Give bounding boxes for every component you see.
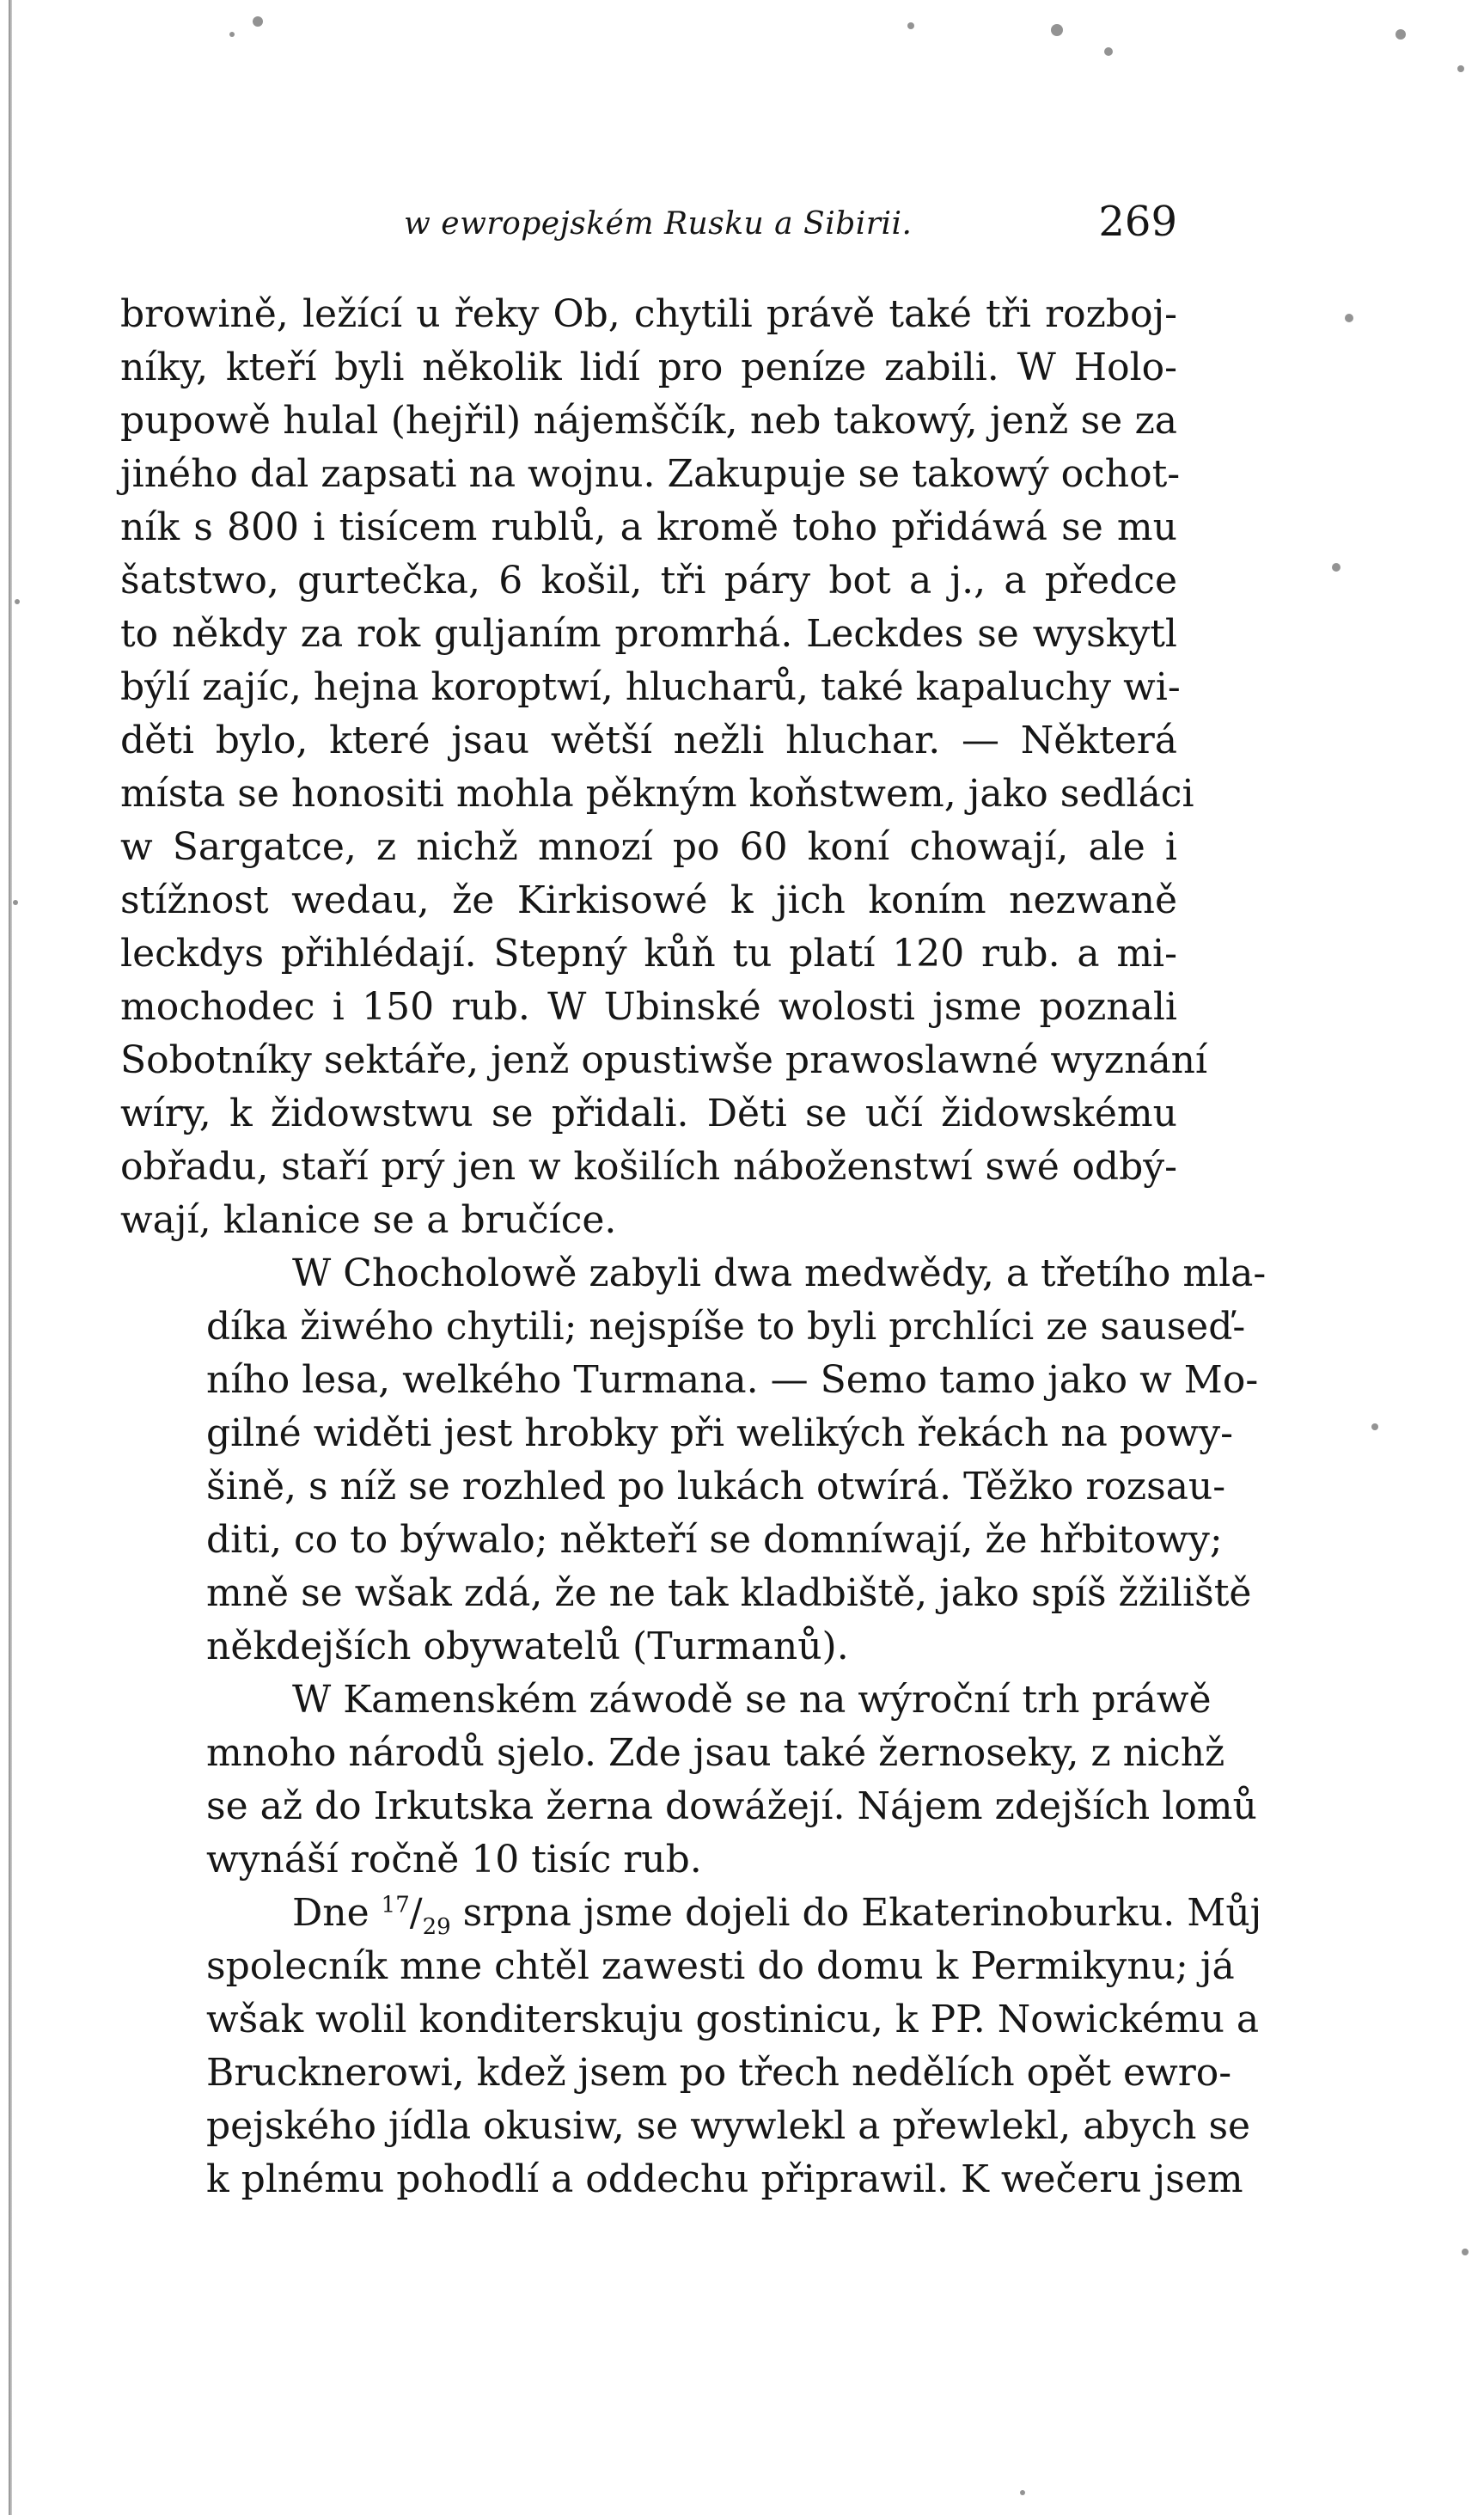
text-line: šatstwo, gurtečka, 6 košil, tři páry bot a j., a předce <box>120 559 1177 603</box>
text-line: děti bylo, které jsau wětší nežli hluchar. — Některá <box>120 719 1177 762</box>
text-line: mochodec i 150 rub. W Ubinské wolosti jsme poznali <box>120 985 1177 1029</box>
text-line: místa se honositi mohla pěkným koňstwem, jako sedláci <box>120 772 1194 816</box>
text-line: Brucknerowi, kdež jsem po třech nedělích opět ewro- <box>206 2051 1232 2095</box>
paragraph <box>120 1887 1262 2206</box>
text-line: někdejších obywatelů (Turmanů). <box>206 1625 849 1668</box>
text-fragment: Dne <box>292 1891 369 1935</box>
text-line: šině, s níž se rozhled po lukách otwírá. Těžko rozsau- <box>206 1465 1226 1508</box>
text-line: se až do Irkutska žerna dowážejí. Nájem zdejších lomů <box>206 1784 1257 1828</box>
text-line: Sobotníky sektáře, jenž opustiwše prawoslawné wyznání <box>120 1038 1208 1082</box>
text-line: jiného dal zapsati na wojnu. Zakupuje se takowý ochot- <box>120 452 1181 496</box>
text-line: níky, kteří byli několik lidí pro peníze zabili. W Holo- <box>120 346 1177 389</box>
text-line: pupowě hulal (hejřil) nájemščík, neb takowý, jenž se za <box>120 399 1177 443</box>
text-line: wšak wolil konditerskuju gostinicu, k PP. Nowickému a <box>206 1998 1260 2041</box>
text-line: gilné widěti jest hrobky při welikých řekách na powy- <box>206 1411 1233 1455</box>
text-line: býlí zajíc, hejna koroptwí, hlucharů, také kapaluchy wi- <box>120 665 1181 709</box>
text-line: Dne $^{17}/_{29}$ srpna jsme dojeli do Ekaterinoburku. Můj <box>292 1891 1262 1940</box>
text-line: browině, ležící u řeky Ob, chytili právě také tři rozboj- <box>120 292 1177 336</box>
text-line: díka žiwého chytili; nejspíše to byli prchlíci ze sauseď- <box>206 1305 1246 1349</box>
text-line: k plnému pohodlí a oddechu připrawil. K wečeru jsem <box>206 2157 1243 2201</box>
text-line: ního lesa, welkého Turmana. — Semo tamo jako w Mo- <box>206 1358 1259 1402</box>
text-line: W Chocholowě zabyli dwa medwědy, a třetího mla- <box>292 1251 1267 1295</box>
text-line: ník s 800 i tisícem rublů, a kromě toho přidáwá se mu <box>120 505 1177 549</box>
text-line: mně se wšak zdá, že ne tak kladbiště, jako spíš žžiliště <box>206 1571 1252 1615</box>
text-line: diti, co to býwalo; někteří se domníwají, že hřbitowy; <box>206 1518 1223 1562</box>
text-line: w Sargatce, z nichž mnozí po 60 koní chowají, ale i <box>120 825 1177 869</box>
text-line: to někdy za rok guljaním promrhá. Leckdes se wyskytl <box>120 612 1177 656</box>
text-fragment: srpna jsme dojeli do Ekaterinoburku. Můj <box>462 1891 1262 1935</box>
text-line: spolecník mne chtěl zawesti do domu k Permikynu; já <box>206 1944 1235 1988</box>
paragraph <box>120 1674 1257 1887</box>
text-line: obřadu, staří prý jen w košilích náboženstwí swé odbý- <box>120 1145 1177 1189</box>
text-line: wynáší ročně 10 tisíc rub. <box>206 1838 702 1882</box>
paragraph <box>120 1247 1267 1674</box>
page-number: 269 <box>1098 198 1177 246</box>
text-line: W Kamenském záwodě se na wýroční trh práwě <box>292 1678 1212 1722</box>
text-line: leckdys přihlédají. Stepný kůň tu platí 120 rub. a mi- <box>120 932 1177 976</box>
text-line: wají, klanice se a bručíce. <box>120 1198 617 1242</box>
body-text <box>120 288 1267 2206</box>
text-line: stížnost wedau, že Kirkisowé k jich koním nezwaně <box>120 878 1177 922</box>
running-title: w ewropejském Rusku a Sibirii. <box>404 206 913 242</box>
paragraph <box>120 288 1208 1247</box>
text-line: wíry, k židowstwu se přidali. Děti se učí židowskému <box>120 1092 1177 1135</box>
page-header <box>404 198 1177 258</box>
text-line: pejského jídla okusiw, se wywlekl a přewlekl, abych se <box>206 2104 1251 2148</box>
date-numerator: 17 <box>381 1892 410 1918</box>
date-denominator: 29 <box>422 1913 451 1940</box>
text-line: mnoho národů sjelo. Zde jsau také žernoseky, z nichž <box>206 1731 1225 1775</box>
